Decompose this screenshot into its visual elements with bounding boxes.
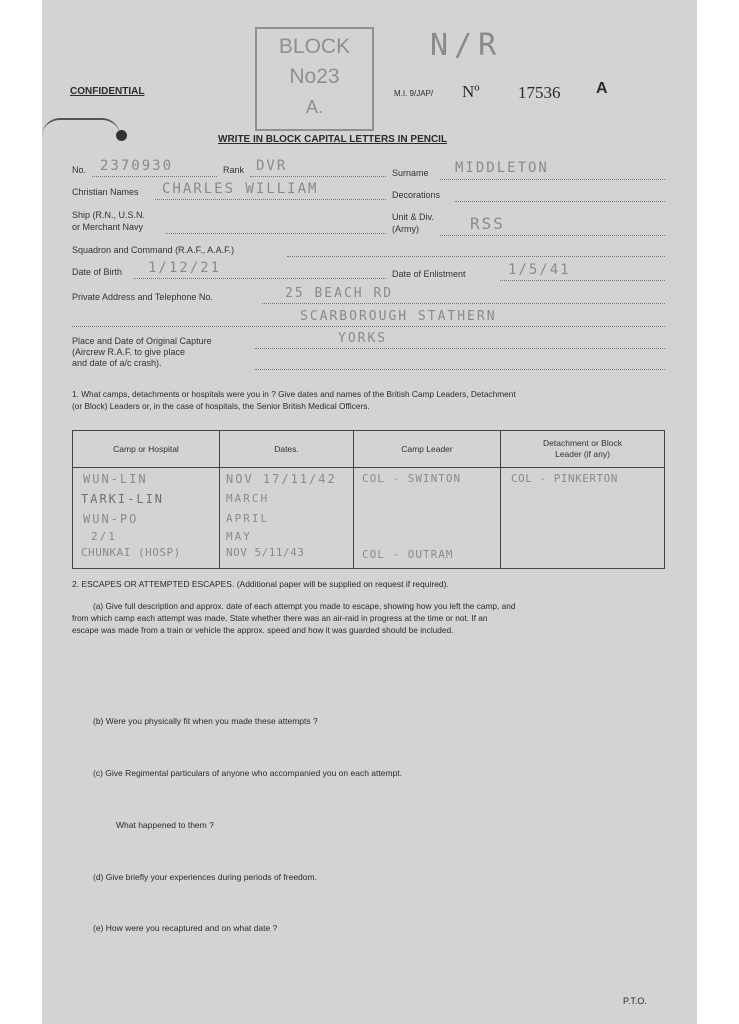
leader-cell [354, 468, 501, 569]
decorations-label: Decorations [392, 190, 441, 200]
camps-table [72, 430, 665, 569]
question-2a-line-3: escape was made from a train or vehicle the approx. speed and how it was guarded should be included. [72, 625, 454, 635]
stamp-line-2: No23 [289, 65, 340, 88]
number-value: 2370930 [100, 158, 174, 174]
header-detachment-line-1: Detachment or Block [543, 438, 622, 448]
leader-entry: COL - SWINTON [362, 472, 462, 485]
address-line-2: SCARBOROUGH STATHERN [300, 309, 497, 324]
dates-cell [220, 468, 354, 569]
binding-string [42, 118, 120, 136]
question-2a-line-2: from which camp each attempt was made. State whether there was an air-raid in progress at the time or not. If an [72, 613, 488, 623]
question-2a-line-1: (a) Give full description and approx. date of each attempt you made to escape, showing how you left the camp, and [93, 601, 516, 611]
serial-number: 17536 [518, 83, 561, 102]
date-entry: NOV 5/11/43 [226, 546, 305, 559]
dob-label: Date of Birth [72, 267, 123, 277]
question-2c-follow-up: What happened to them ? [116, 820, 214, 830]
unit-label-1: Unit & Div. [392, 212, 434, 222]
unit-label-2: (Army) [392, 224, 419, 234]
stamp-line-1: BLOCK [278, 35, 351, 58]
surname-label: Surname [392, 168, 429, 178]
question-2e: (e) How were you recaptured and on what date ? [93, 923, 278, 933]
pto-label: P.T.O. [623, 996, 647, 1006]
date-entry: APRIL [226, 512, 270, 525]
question-1-line-2: (or Block) Leaders or, in the case of hospitals, the Senior British Medical Officers. [72, 401, 370, 411]
question-2b: (b) Were you physically fit when you made these attempts ? [93, 716, 318, 726]
camps-cell [73, 468, 220, 569]
enlistment-label: Date of Enlistment [392, 269, 466, 279]
number-prefix: Nº [462, 82, 480, 101]
address-label: Private Address and Telephone No. [72, 292, 213, 302]
rank-value: DVR [256, 158, 288, 174]
question-1-line-1: 1. What camps, detachments or hospitals were you in ? Give dates and names of the British Camp Leaders, Detachment [72, 389, 516, 399]
capture-label-3: and date of a/c crash). [72, 358, 162, 368]
instruction-heading: WRITE IN BLOCK CAPITAL LETTERS IN PENCIL [218, 134, 448, 145]
ship-label-1: Ship (R.N., U.S.N. [72, 210, 146, 220]
camp-entry: 2/1 [91, 530, 117, 543]
date-entry: NOV 17/11/42 [226, 472, 337, 486]
camp-entry: WUN-LIN [83, 472, 148, 486]
camp-entry: CHUNKAI (HOSP) [81, 546, 181, 559]
header-dates: Dates. [220, 431, 354, 468]
capture-label-1: Place and Date of Original Capture [72, 336, 212, 346]
surname-value: MIDDLETON [455, 160, 549, 176]
ship-label-2: or Merchant Navy [72, 222, 144, 232]
address-line-3: YORKS [338, 331, 388, 346]
rank-label: Rank [223, 165, 245, 175]
punch-hole [116, 130, 127, 141]
header-camp-leader: Camp Leader [354, 431, 501, 468]
detachment-entry: COL - PINKERTON [511, 472, 618, 485]
unit-value: RSS [470, 214, 505, 233]
question-2d: (d) Give briefly your experiences during periods of freedom. [93, 872, 317, 882]
serial-suffix: A [596, 80, 608, 97]
enlistment-value: 1/5/41 [508, 262, 571, 278]
header-camp: Camp or Hospital [73, 431, 220, 468]
dob-value: 1/12/21 [148, 260, 222, 276]
squadron-label: Squadron and Command (R.A.F., A.A.F.) [72, 245, 235, 255]
block-stamp [255, 27, 374, 131]
stamp-line-3: A. [305, 97, 323, 117]
detachment-cell [501, 468, 665, 569]
leader-entry: COL - OUTRAM [362, 548, 454, 561]
question-2c: (c) Give Regimental particulars of anyone who accompanied you on each attempt. [93, 768, 402, 778]
date-entry: MAY [226, 530, 252, 543]
christian-names-label: Christian Names [72, 187, 139, 197]
number-label: No. [72, 165, 87, 175]
question-2-heading: 2. ESCAPES OR ATTEMPTED ESCAPES. (Additional paper will be supplied on request if required). [72, 579, 449, 589]
address-line-1: 25 BEACH RD [285, 286, 394, 301]
handwritten-annotation: N/R [430, 28, 503, 63]
confidential-label: CONFIDENTIAL [70, 86, 145, 97]
date-entry: MARCH [226, 492, 270, 505]
camp-entry: WUN-PO [83, 512, 139, 526]
form-reference: M.I. 9/JAP/ [394, 89, 434, 98]
header-detachment [501, 431, 665, 468]
christian-names-value: CHARLES WILLIAM [162, 181, 319, 197]
capture-label-2: (Aircrew R.A.F. to give place [72, 347, 186, 357]
camp-entry: TARKI-LIN [81, 492, 165, 506]
header-detachment-line-2: Leader (if any) [555, 449, 610, 459]
